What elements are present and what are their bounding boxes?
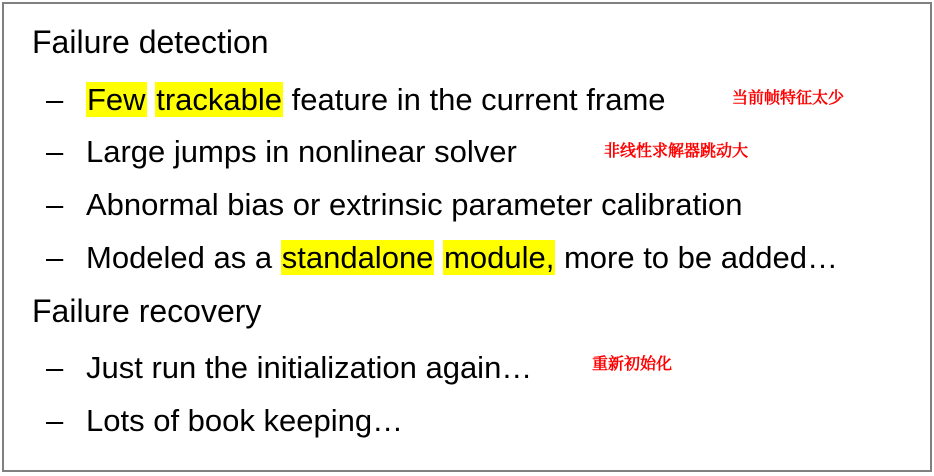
bullet-dash: – xyxy=(46,240,64,275)
bullet-dash: – xyxy=(46,187,64,222)
bullet-run-initialization xyxy=(46,352,532,383)
heading-failure-recovery: Failure recovery xyxy=(32,293,262,329)
text-feature-rest: feature in the current frame xyxy=(283,82,666,117)
bullet-large-jumps xyxy=(46,136,517,167)
highlight-module: module, xyxy=(444,240,555,275)
bullet-text: Just run the initialization again… xyxy=(86,350,533,385)
bullet-text: Abnormal bias or extrinsic parameter calibration xyxy=(86,187,743,222)
bullet-standalone-module xyxy=(46,242,838,273)
slide xyxy=(2,2,932,472)
highlight-trackable: trackable xyxy=(156,82,282,117)
heading-failure-detection: Failure detection xyxy=(32,24,269,60)
bullet-dash: – xyxy=(46,134,64,169)
annotation-solver-jumps: 非线性求解器跳动大 xyxy=(604,141,749,160)
bullet-abnormal-bias xyxy=(46,189,742,220)
annotation-reinitialize: 重新初始化 xyxy=(592,354,673,373)
bullet-dash: – xyxy=(46,82,64,117)
text-more-to-add: more to be added… xyxy=(555,240,838,275)
text-space xyxy=(434,240,443,275)
bullet-text: Lots of book keeping… xyxy=(86,403,404,438)
highlight-few: Few xyxy=(87,82,146,117)
bullet-dash: – xyxy=(46,350,64,385)
text-space xyxy=(147,82,156,117)
bullet-text: Large jumps in nonlinear solver xyxy=(86,134,517,169)
bullet-book-keeping xyxy=(46,405,403,436)
highlight-standalone: standalone xyxy=(281,240,434,275)
annotation-few-features: 当前帧特征太少 xyxy=(732,88,845,107)
bullet-dash: – xyxy=(46,403,64,438)
bullet-few-trackable xyxy=(46,84,666,115)
text-modeled-as: Modeled as a xyxy=(86,240,281,275)
